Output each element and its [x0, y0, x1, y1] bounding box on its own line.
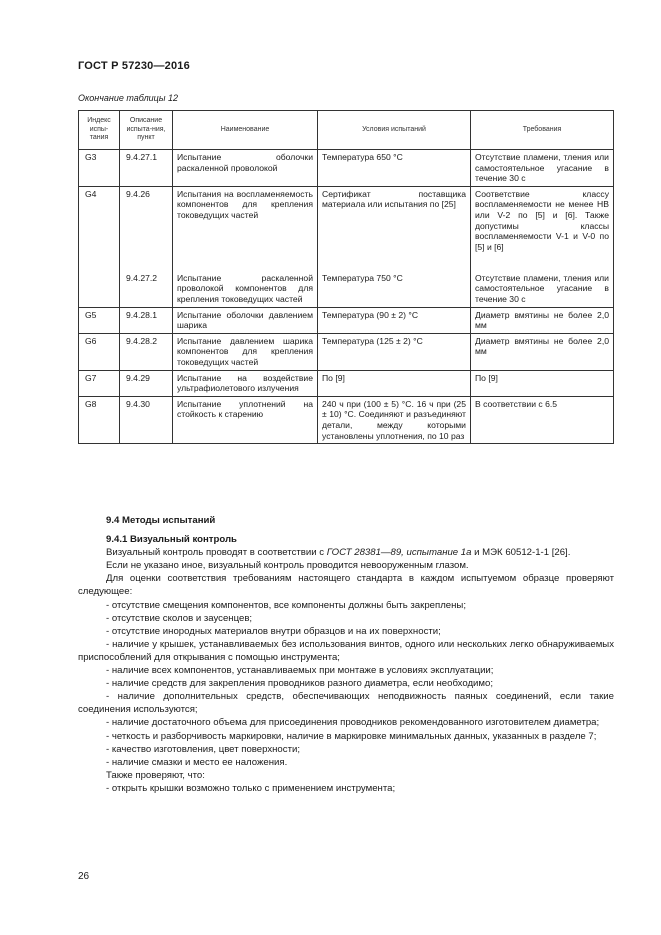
row-conditions: Сертификат поставщика материала или испытания по [25] — [322, 188, 466, 210]
row-name: Испытание раскаленной проволокой компонентов для крепления токоведущих частей — [177, 272, 313, 304]
intro-text: Визуальный контроль проводят в соответствии с — [106, 547, 327, 559]
subsection-heading: 9.4.1 Визуальный контроль — [106, 534, 237, 546]
paragraph: Также проверяют, что: — [106, 769, 205, 781]
table-row — [79, 186, 614, 307]
list-item: - отсутствие инородных материалов внутри образцов и на их поверхности; — [106, 625, 441, 637]
col-requirements-header: Требования — [471, 111, 614, 150]
table-caption: Окончание таблицы 12 — [78, 93, 178, 103]
list-item: - качество изготовления, цвет поверхности; — [106, 743, 300, 755]
row-name: Испытание уплотнений на стойкость к старению — [173, 396, 318, 443]
row-requirements: Отсутствие пламени, тления или самостоятельное угасание в течение 30 с — [475, 272, 609, 304]
row-name: Испытание давлением шарика компонентов для крепления токоведущих частей — [173, 333, 318, 370]
table-row — [79, 396, 614, 443]
list-item: - наличие дополнительных средств, обеспечивающих неподвижность паяных соединений, если такие соединения используются; — [78, 691, 614, 716]
row-conditions: Температура 650 °С — [318, 150, 471, 187]
intro-text-end: и МЭК 60512-1-1 [26]. — [471, 547, 571, 559]
row-name: Испытания на воспламеняемость компонентов для крепления токоведущих частей — [177, 188, 313, 220]
section-body — [78, 514, 614, 795]
row-clause: 9.4.27.2 — [126, 272, 158, 283]
section-heading: 9.4 Методы испытаний — [106, 515, 216, 526]
row-name: Испытание оболочки давлением шарика — [173, 307, 318, 333]
row-conditions: 240 ч при (100 ± 5) °С. 16 ч при (25 ± 10) °С. Соединяют и разъединяют детали, между которыми установлены уплотнения, по 10 раз — [318, 396, 471, 443]
row-index: G7 — [79, 370, 120, 396]
row-index: G8 — [79, 396, 120, 443]
list-item: - наличие средств для закрепления проводников разного диаметра, если необходимо; — [106, 678, 494, 690]
row-conditions: Температура 750 °С — [322, 272, 403, 283]
row-conditions: Температура (125 ± 2) °С — [318, 333, 471, 370]
row-clause: 9.4.27.1 — [120, 150, 173, 187]
row-index: G4 — [79, 186, 120, 307]
list-item: - наличие достаточного объема для присоединения проводников рекомендованного изготовителем диаметра; — [106, 717, 600, 729]
list-item: - наличие всех компонентов, устанавливаемых при монтаже в условиях эксплуатации; — [106, 665, 494, 677]
page-number: 26 — [78, 871, 90, 882]
row-index: G3 — [79, 150, 120, 187]
document-header: ГОСТ Р 57230—2016 — [78, 60, 190, 72]
paragraph: Для оценки соответствия требованиям настоящего стандарта в каждом испытуемом образце проверяют следующее: — [78, 573, 614, 598]
col-clause-header: Описание испыта-ния, пункт — [120, 111, 173, 150]
row-index: G5 — [79, 307, 120, 333]
row-conditions: Температура (90 ± 2) °С — [318, 307, 471, 333]
row-requirements: Отсутствие пламени, тления или самостоятельное угасание в течение 30 с — [471, 150, 614, 187]
row-index: G6 — [79, 333, 120, 370]
intro-paragraph — [78, 546, 614, 559]
row-clause: 9.4.30 — [120, 396, 173, 443]
list-item: - четкость и разборчивость маркировки, наличие в маркировке минимальных данных, указанных в разделе 7; — [106, 730, 597, 742]
row-conditions: По [9] — [318, 370, 471, 396]
requirements-table — [78, 110, 614, 444]
paragraph: Если не указано иное, визуальный контроль проводится невооруженным глазом. — [106, 560, 469, 572]
list-item: - открыть крышки возможно только с применением инструмента; — [106, 782, 396, 794]
col-name-header: Наименование — [173, 111, 318, 150]
table-row — [79, 370, 614, 396]
row-requirements: По [9] — [471, 370, 614, 396]
col-index-header: Индекс испы-тания — [79, 111, 120, 150]
list-item: - наличие смазки и место ее наложения. — [106, 756, 288, 768]
col-conditions-header: Условия испытаний — [318, 111, 471, 150]
row-clause: 9.4.28.2 — [120, 333, 173, 370]
table-row — [79, 333, 614, 370]
row-requirements: Диаметр вмятины не более 2,0 мм — [471, 333, 614, 370]
standard-reference: ГОСТ 28381—89, испытание 1а — [326, 547, 472, 559]
row-requirements: Соответствие классу воспламеняемости не менее HB или V-2 по [5] и [6]. Также допустимы классы воспламеняемости V-1 и V-0 по [5] и [6] — [475, 188, 609, 252]
row-clause: 9.4.28.1 — [120, 307, 173, 333]
row-name: Испытание на воздействие ультрафиолетового излучения — [173, 370, 318, 396]
list-item: - отсутствие сколов и заусенцев; — [106, 612, 253, 624]
list-item: - отсутствие смещения компонентов, все компоненты должны быть закреплены; — [106, 599, 466, 611]
row-clause: 9.4.29 — [120, 370, 173, 396]
table-row — [79, 307, 614, 333]
list-item: - наличие у крышек, устанавливаемых без использования винтов, одного или нескольких легко обнаруживаемых приспособлений для открывания с помощью инструмента; — [78, 638, 614, 663]
table-header-row — [79, 111, 614, 150]
row-clause: 9.4.26 — [126, 188, 150, 199]
row-requirements: В соответствии с 6.5 — [471, 396, 614, 443]
row-name: Испытание оболочки раскаленной проволокой — [173, 150, 318, 187]
row-requirements: Диаметр вмятины не более 2,0 мм — [471, 307, 614, 333]
table-row — [79, 150, 614, 187]
